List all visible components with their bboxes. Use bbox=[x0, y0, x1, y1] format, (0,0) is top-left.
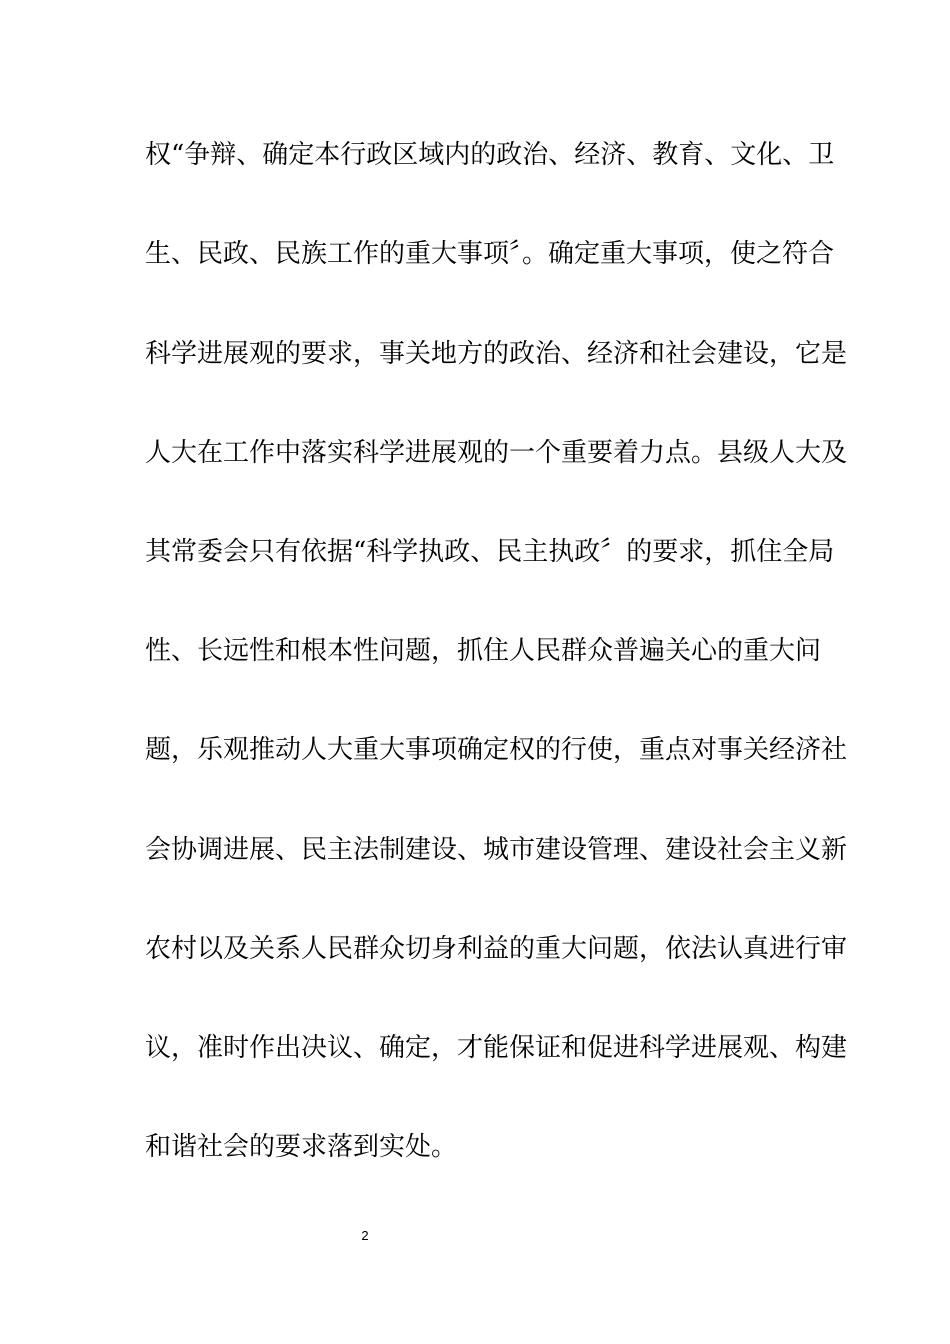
paragraph-line: 议，准时作出决议、确定，才能保证和促进科学进展观、构建 bbox=[145, 1033, 848, 1063]
paragraph-line: 题，乐观推动人大重大事项确定权的行使，重点对事关经济社 bbox=[145, 735, 848, 765]
paragraph-line: 科学进展观的要求，事关地方的政治、经济和社会建设，它是 bbox=[145, 339, 848, 369]
paragraph-line: 会协调进展、民主法制建设、城市建设管理、建设社会主义新 bbox=[145, 835, 848, 865]
page-number: 2 bbox=[361, 1228, 369, 1243]
paragraph-line: 性、长远性和根本性问题，抓住人民群众普遍关心的重大问 bbox=[145, 636, 822, 666]
paragraph-line: 生、民政、民族工作的重大事项〞。确定重大事项，使之符合 bbox=[145, 239, 835, 269]
paragraph-line: 权“争辩、确定本行政区域内的政治、经济、教育、文化、卫 bbox=[145, 140, 835, 170]
paragraph-line: 人大在工作中落实科学进展观的一个重要着力点。县级人大及 bbox=[145, 438, 848, 468]
paragraph-line-last: 和谐社会的要求落到实处。 bbox=[145, 1132, 458, 1162]
paragraph-line: 农村以及关系人民群众切身利益的重大问题，依法认真进行审 bbox=[145, 934, 848, 964]
paragraph-line: 其常委会只有依据“科学执政、民主执政〞的要求，抓住全局 bbox=[145, 537, 835, 567]
